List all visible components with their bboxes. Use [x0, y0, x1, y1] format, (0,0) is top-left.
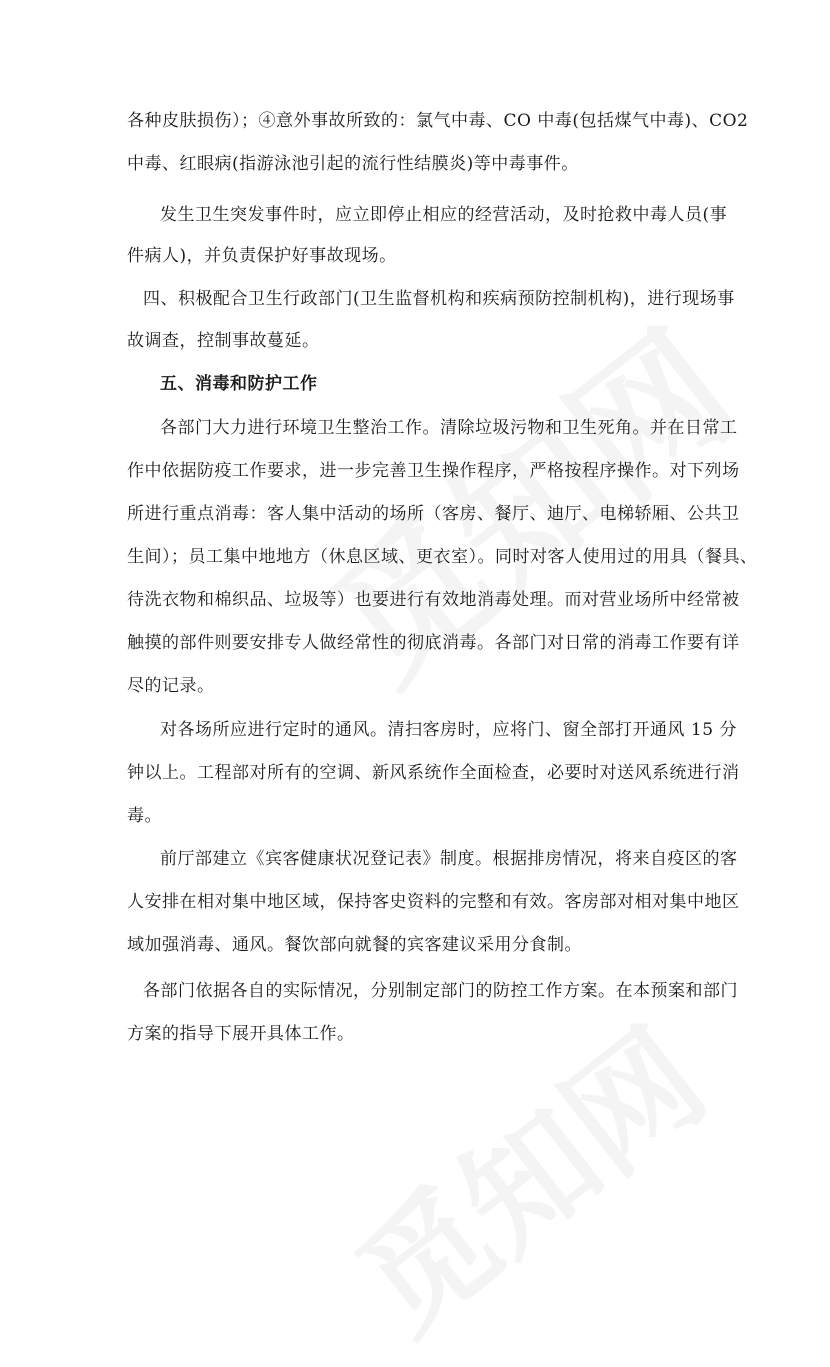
text-line: 尽的记录。: [127, 676, 215, 696]
text-line: 作中依据防疫工作要求，进一步完善卫生操作程序，严格按程序操作。对下列场: [127, 461, 740, 481]
text-line: 毒。: [127, 806, 162, 826]
text-line: 对各场所应进行定时的通风。清扫客房时，应将门、窗全部打开通风 15 分: [160, 720, 737, 740]
text-line: 方案的指导下展开具体工作。: [127, 1024, 355, 1044]
text-line: 各部门依据各自的实际情况，分别制定部门的防控工作方案。在本预案和部门: [143, 981, 738, 1001]
watermark: [281, 274, 769, 721]
text-line: 生间）；员工集中地地方（休息区域、更衣室）。同时对客人使用过的用具（餐具、: [127, 547, 758, 567]
text-line: 各部门大力进行环境卫生整治工作。清除垃圾污物和卫生死角。并在日常工: [160, 418, 738, 438]
text-line: 前厅部建立《宾客健康状况登记表》制度。根据排房情况，将来自疫区的客: [160, 849, 738, 869]
text-line: 故调查，控制事故蔓延。: [127, 331, 320, 351]
watermark-bottom: [314, 980, 736, 1367]
text-line: 发生卫生突发事件时，应立即停止相应的经营活动，及时抢救中毒人员(事: [160, 205, 728, 225]
text-line: 各种皮肤损伤）；④意外事故所致的：氯气中毒、CO 中毒(包括煤气中毒)、CO2: [127, 111, 749, 131]
text-line: 四、积极配合卫生行政部门(卫生监督机构和疾病预防控制机构)，进行现场事: [143, 289, 735, 309]
text-line: 件病人)，并负责保护好事故现场。: [127, 246, 397, 266]
text-line: 待洗衣物和棉织品、垃圾等）也要进行有效地消毒处理。而对营业场所中经常被: [127, 590, 740, 610]
section-heading: 五、消毒和防护工作: [160, 374, 318, 394]
text-line: 中毒、红眼病(指游泳池引起的流行性结膜炎)等中毒事件。: [127, 154, 579, 174]
text-line: 域加强消毒、通风。餐饮部向就餐的宾客建议采用分食制。: [127, 935, 582, 955]
text-line: 所进行重点消毒：客人集中活动的场所（客房、餐厅、迪厅、电梯轿厢、公共卫: [127, 504, 740, 524]
text-line: 触摸的部件则要安排专人做经常性的彻底消毒。各部门对日常的消毒工作要有详: [127, 633, 740, 653]
text-line: 人安排在相对集中地区域，保持客史资料的完整和有效。客房部对相对集中地区: [127, 892, 740, 912]
text-line: 钟以上。工程部对所有的空调、新风系统作全面检查，必要时对送风系统进行消: [127, 763, 740, 783]
